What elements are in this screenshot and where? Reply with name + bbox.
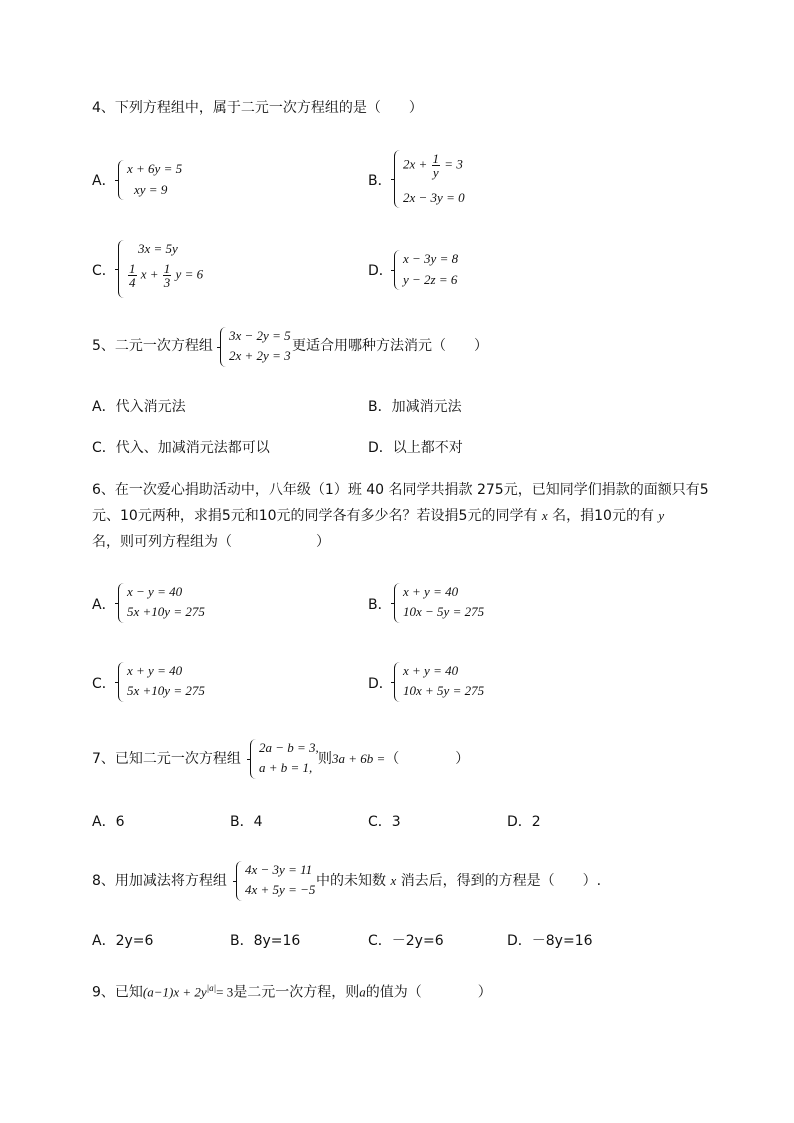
denominator: 4 bbox=[129, 275, 136, 290]
q8-option-c: C．－2y=6 bbox=[368, 933, 444, 949]
var-y: y bbox=[658, 508, 665, 523]
q4-a-eq1: x + 6y = 5 bbox=[127, 161, 183, 176]
q6-line2-b: 名，捐10元的有 bbox=[552, 508, 654, 524]
q6-option-a-label: A． bbox=[92, 597, 116, 613]
q7-system bbox=[250, 739, 318, 779]
q4-option-b-label: B． bbox=[368, 173, 392, 189]
q6-option-a-system bbox=[118, 583, 210, 623]
q7-option-b: B．4 bbox=[230, 814, 263, 830]
var-x: x bbox=[541, 508, 548, 523]
question-7-stem-b bbox=[318, 751, 469, 768]
q9-end: 的值为（ ） bbox=[365, 984, 492, 1001]
question-6-line-3: 名，则可列方程组为（ ） bbox=[92, 534, 330, 550]
fraction bbox=[432, 152, 441, 179]
brace bbox=[220, 327, 227, 367]
denominator: y bbox=[432, 165, 439, 180]
q4-c-eq2 bbox=[127, 262, 203, 289]
numerator: 1 bbox=[129, 261, 136, 276]
q4-option-a-label: A． bbox=[92, 173, 116, 189]
q4-c-eq1: 3x = 5y bbox=[138, 241, 178, 256]
q4-d-eq2: y − 2z = 6 bbox=[403, 272, 458, 287]
q9-equals: = 3 bbox=[216, 984, 234, 1000]
q8-option-a: A．2y=6 bbox=[92, 933, 154, 949]
q5-option-b: B．加减消元法 bbox=[368, 399, 462, 415]
q4-d-eq1: x − 3y = 8 bbox=[403, 251, 459, 266]
brace bbox=[394, 250, 401, 290]
q7-option-a: A．6 bbox=[92, 814, 125, 830]
brace bbox=[250, 739, 257, 779]
q4-c-eq2-end: y = 6 bbox=[175, 266, 204, 282]
question-8-stem-b bbox=[316, 873, 601, 890]
q6-option-c-system bbox=[118, 662, 210, 702]
q7-option-d: D．2 bbox=[507, 814, 541, 830]
q8-option-d: D．－8y=16 bbox=[507, 933, 593, 949]
q5-system bbox=[220, 327, 292, 367]
q8-eq1: 4x − 3y = 11 bbox=[245, 862, 313, 877]
q6-option-b-label: B． bbox=[368, 597, 392, 613]
q8-eq2: 4x + 5y = −5 bbox=[245, 882, 316, 897]
question-4-stem: 4、下列方程组中，属于二元一次方程组的是（ ） bbox=[92, 100, 423, 116]
question-9-stem bbox=[92, 983, 492, 1001]
q4-option-a-system bbox=[118, 160, 198, 200]
brace bbox=[118, 160, 125, 200]
q6-a-eq2: 5x +10y = 275 bbox=[127, 604, 205, 619]
numerator: 1 bbox=[432, 151, 440, 166]
q4-option-c-system bbox=[118, 240, 208, 298]
fraction bbox=[163, 262, 172, 289]
q5-eq2: 2x + 2y = 3 bbox=[229, 348, 291, 363]
q6-option-d-system bbox=[394, 662, 486, 702]
q6-option-c-label: C． bbox=[92, 676, 116, 692]
q5-option-a: A．代入消元法 bbox=[92, 399, 186, 415]
brace bbox=[118, 240, 125, 298]
var-x: x bbox=[390, 873, 397, 888]
fraction bbox=[128, 262, 137, 289]
q6-option-d-label: D． bbox=[368, 676, 393, 692]
q5-option-c: C．代入、加减消元法都可以 bbox=[92, 440, 270, 456]
brace bbox=[394, 583, 401, 623]
q4-b-eq1 bbox=[403, 152, 463, 179]
q5-eq1: 3x − 2y = 5 bbox=[229, 328, 291, 343]
q8-mid: 中的未知数 bbox=[316, 873, 386, 889]
q9-exponent: |a| bbox=[206, 983, 217, 993]
q6-d-eq2: 10x + 5y = 275 bbox=[403, 683, 485, 698]
q6-d-eq1: x + y = 40 bbox=[403, 663, 459, 678]
q8-option-b: B．8y=16 bbox=[230, 933, 301, 949]
q9-expression: (a−1)x + 2y bbox=[142, 984, 207, 1000]
numerator: 1 bbox=[163, 261, 171, 276]
q6-b-eq2: 10x − 5y = 275 bbox=[403, 604, 485, 619]
var-a: a bbox=[359, 984, 366, 1000]
q9-mid: 是二元一次方程，则 bbox=[233, 984, 360, 1001]
q8-end: 消去后，得到的方程是（ ）. bbox=[400, 873, 602, 889]
q6-a-eq1: x − y = 40 bbox=[127, 584, 183, 599]
brace bbox=[118, 662, 125, 702]
brace bbox=[118, 583, 125, 623]
q4-b-eq1-left: 2x + bbox=[403, 156, 428, 172]
q4-b-eq2: 2x − 3y = 0 bbox=[403, 190, 465, 205]
denominator: 3 bbox=[163, 275, 171, 290]
q7-then: 则 bbox=[318, 751, 332, 767]
q6-option-b-system bbox=[394, 583, 486, 623]
q6-b-eq1: x + y = 40 bbox=[403, 584, 459, 599]
q4-a-eq2: xy = 9 bbox=[134, 182, 168, 197]
q4-option-d-system bbox=[394, 250, 474, 290]
q7-expression: 3a + 6b = bbox=[332, 751, 386, 766]
question-6-line-2 bbox=[92, 508, 664, 525]
q4-b-eq1-right: = 3 bbox=[444, 156, 463, 172]
q7-paren: （ ） bbox=[385, 751, 470, 767]
q9-start: 9、已知 bbox=[92, 984, 143, 1001]
q4-option-c-label: C． bbox=[92, 263, 116, 279]
brace bbox=[394, 150, 401, 208]
brace bbox=[236, 861, 243, 901]
question-7-stem-a: 7、已知二元一次方程组 bbox=[92, 751, 241, 767]
q6-line2-a: 元、10元两种，求捐5元和10元的同学各有多少名？若设捐5元的同学有 bbox=[92, 508, 538, 524]
brace bbox=[394, 662, 401, 702]
q7-eq1: 2a − b = 3, bbox=[259, 740, 319, 755]
q7-eq2: a + b = 1, bbox=[259, 760, 313, 775]
q7-option-c: C．3 bbox=[368, 814, 401, 830]
q8-system bbox=[236, 861, 316, 901]
question-8-stem-a: 8、用加减法将方程组 bbox=[92, 873, 227, 889]
question-6-line-1: 6、在一次爱心捐助活动中，八年级（1）班 40 名同学共捐款 275元，已知同学们捐款的面额只有5 bbox=[92, 482, 709, 498]
question-5-stem-b: 更适合用哪种方法消元（ ） bbox=[292, 338, 488, 354]
q5-option-d: D．以上都不对 bbox=[368, 440, 463, 456]
question-5-stem-a: 5、二元一次方程组 bbox=[92, 338, 213, 354]
q4-option-d-label: D． bbox=[368, 263, 393, 279]
q6-c-eq2: 5x +10y = 275 bbox=[127, 683, 205, 698]
q4-option-b-system bbox=[394, 150, 484, 208]
q4-c-eq2-mid: x + bbox=[140, 266, 159, 282]
q6-c-eq1: x + y = 40 bbox=[127, 663, 183, 678]
